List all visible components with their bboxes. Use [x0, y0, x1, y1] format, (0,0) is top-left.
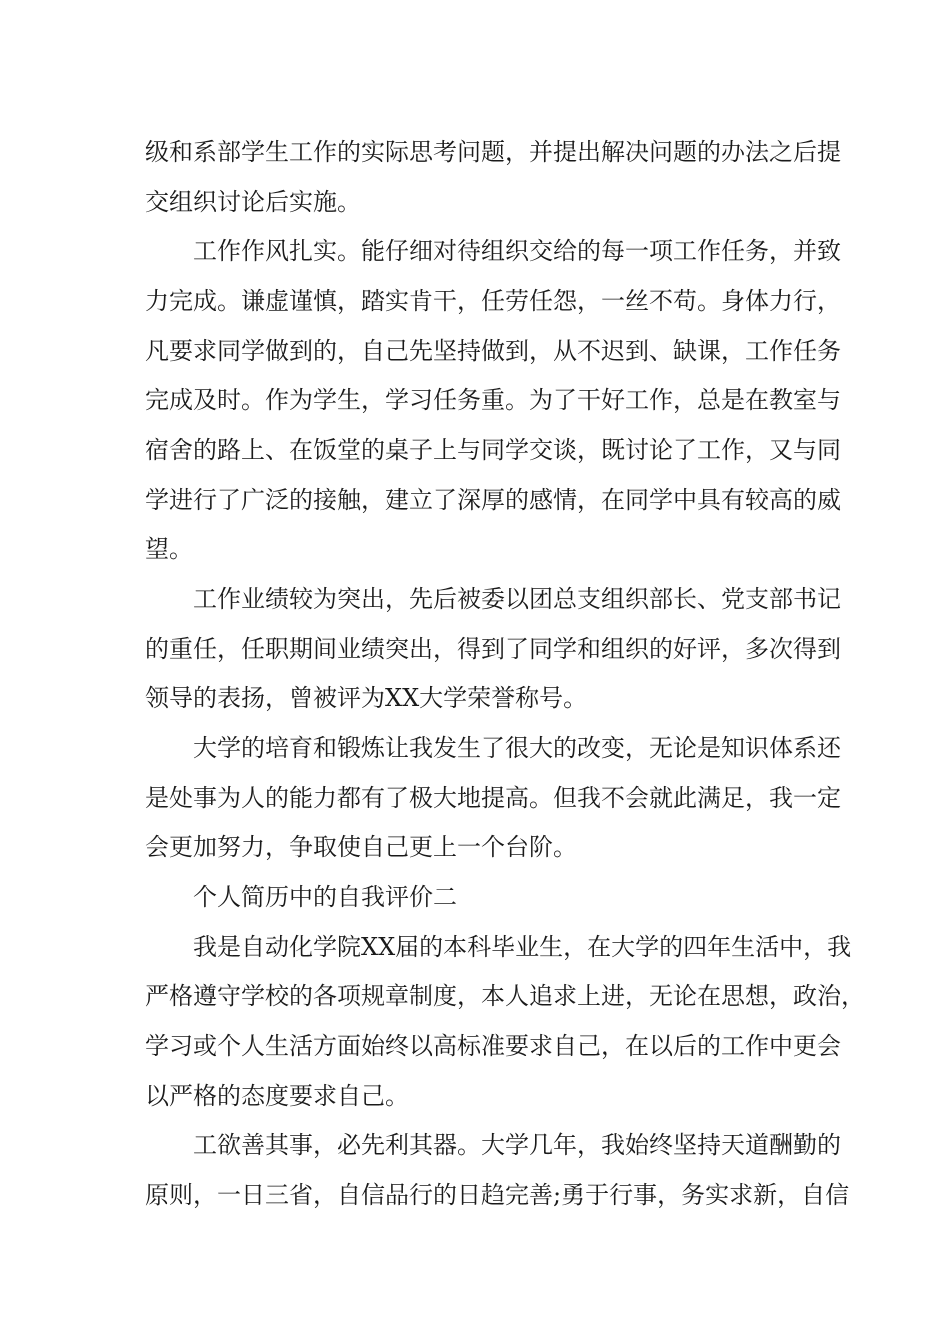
- text-line: 严格遵守学校的各项规章制度，本人追求上进，无论在思想，政治，: [145, 982, 865, 1010]
- text-line: 原则，一日三省，自信品行的日趋完善;勇于行事，务实求新，自信: [145, 1181, 850, 1209]
- text-line: 领导的表扬，曾被评为XX大学荣誉称号。: [145, 684, 588, 712]
- text-line: 望。: [145, 535, 193, 563]
- text-line: 是处事为人的能力都有了极大地提高。但我不会就此满足，我一定: [145, 784, 841, 812]
- text-line: 级和系部学生工作的实际思考问题，并提出解决问题的办法之后提: [145, 138, 841, 166]
- text-line: 的重任，任职期间业绩突出，得到了同学和组织的好评，多次得到: [145, 635, 841, 663]
- text-line: 宿舍的路上、在饭堂的桌子上与同学交谈，既讨论了工作，又与同: [145, 436, 841, 464]
- paragraph-first-line: 工作业绩较为突出，先后被委以团总支组织部长、党支部书记: [193, 585, 841, 613]
- section-heading: 个人简历中的自我评价二: [193, 883, 457, 911]
- text-line: 学进行了广泛的接触，建立了深厚的感情，在同学中具有较高的威: [145, 486, 841, 514]
- paragraph-first-line: 大学的培育和锻炼让我发生了很大的改变，无论是知识体系还: [193, 734, 841, 762]
- paragraph-first-line: 工作作风扎实。能仔细对待组织交给的每一项工作任务，并致: [193, 237, 841, 265]
- text-line: 力完成。谦虚谨慎，踏实肯干，任劳任怨，一丝不苟。身体力行，: [145, 287, 841, 315]
- paragraph-first-line: 工欲善其事，必先利其器。大学几年，我始终坚持天道酬勤的: [193, 1131, 841, 1159]
- text-line: 凡要求同学做到的，自己先坚持做到，从不迟到、缺课，工作任务: [145, 337, 841, 365]
- text-line: 交组织讨论后实施。: [145, 188, 361, 216]
- paragraph-first-line: 我是自动化学院XX届的本科毕业生，在大学的四年生活中，我: [193, 933, 852, 961]
- text-line: 以严格的态度要求自己。: [145, 1082, 409, 1110]
- text-line: 学习或个人生活方面始终以高标准要求自己，在以后的工作中更会: [145, 1032, 841, 1060]
- text-line: 完成及时。作为学生，学习任务重。为了干好工作，总是在教室与: [145, 386, 841, 414]
- text-line: 会更加努力，争取使自己更上一个台阶。: [145, 833, 577, 861]
